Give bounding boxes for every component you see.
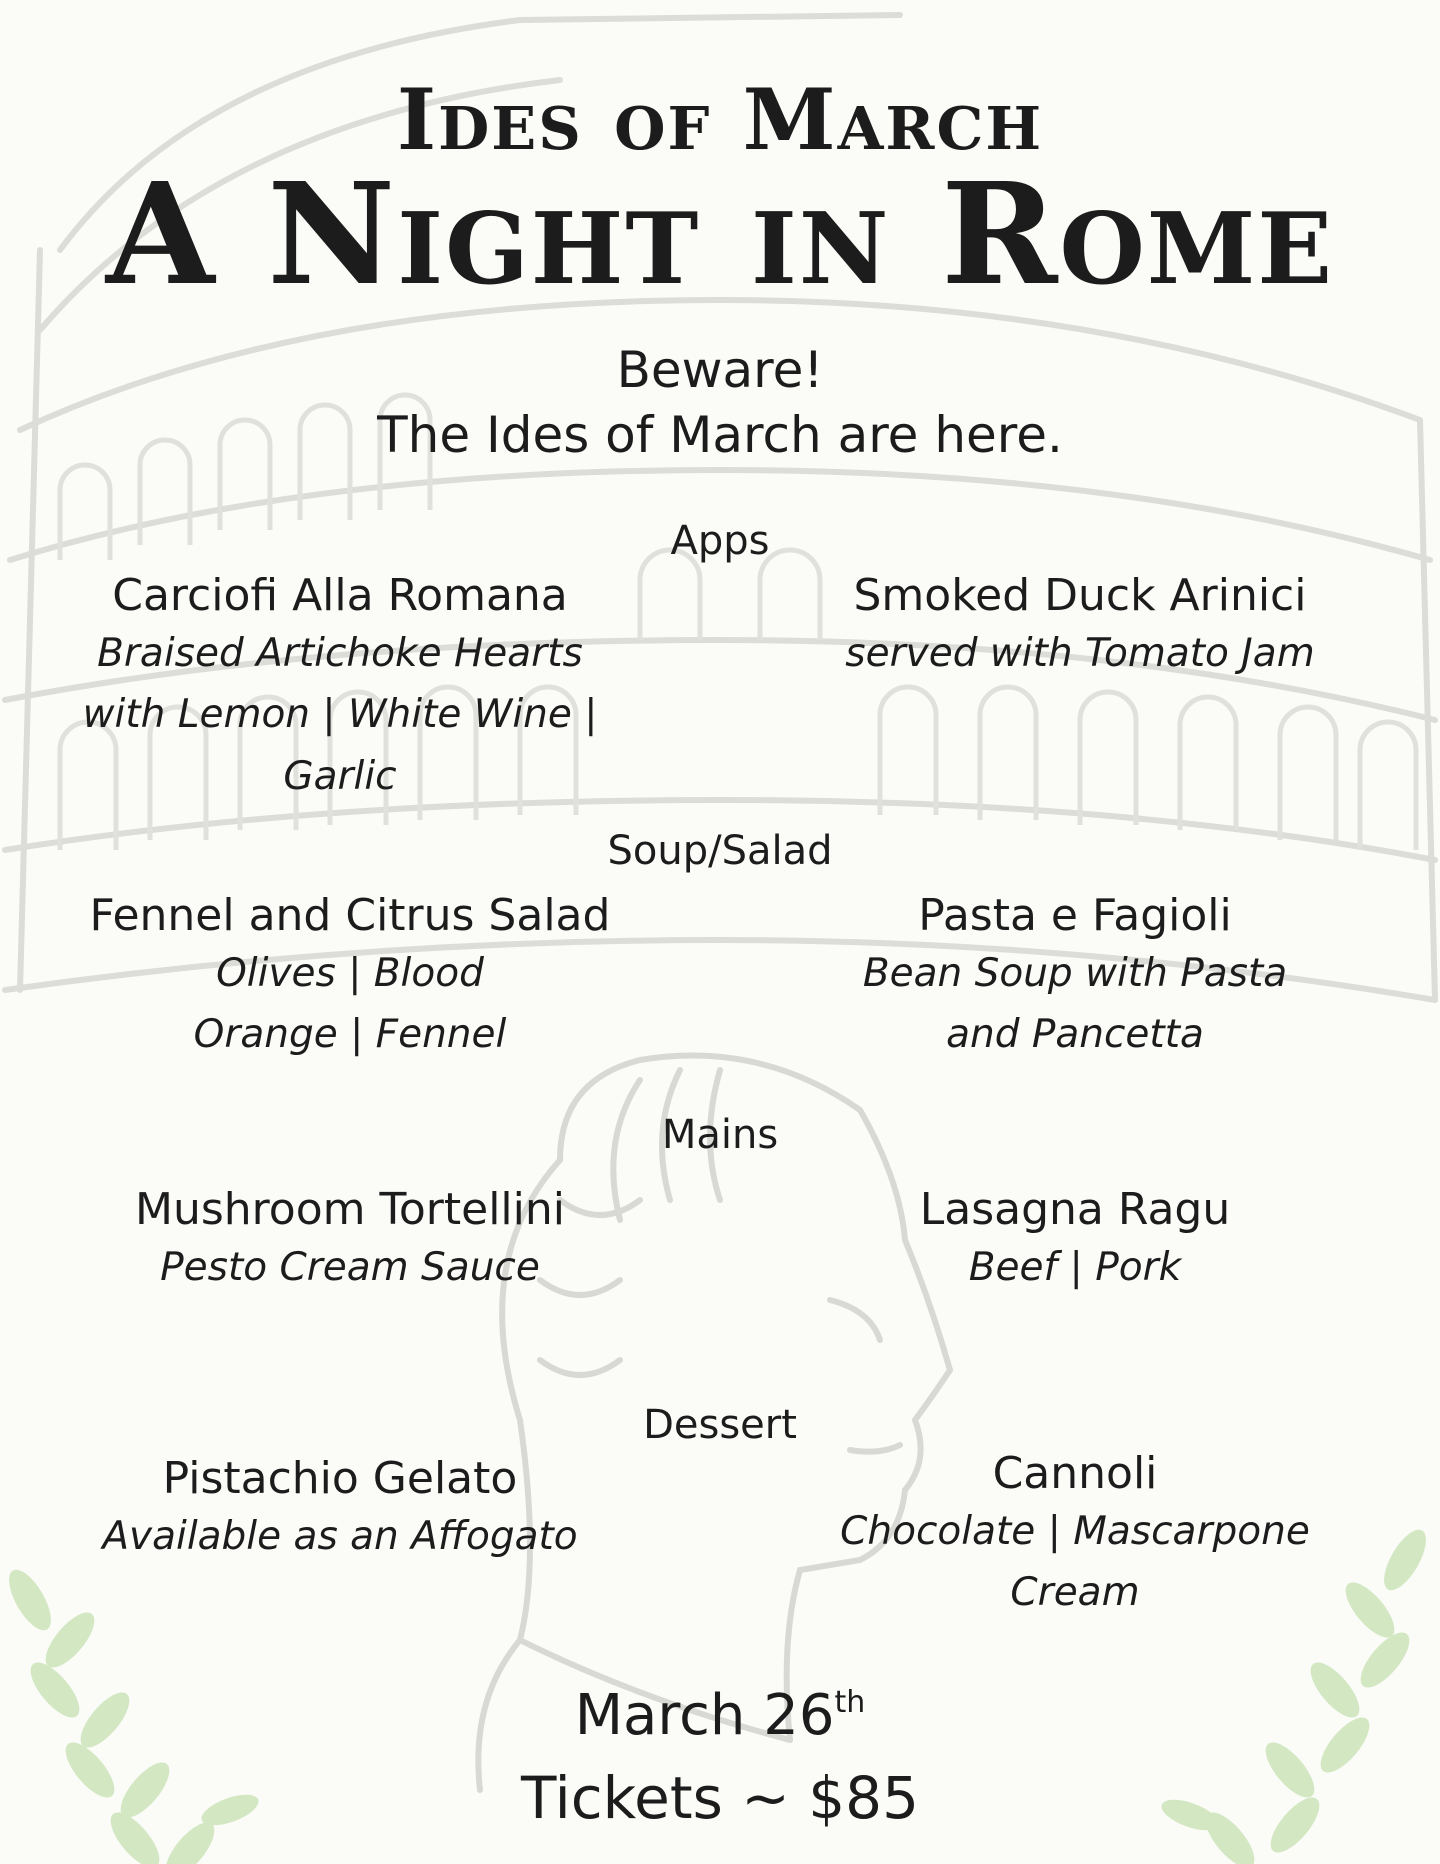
menu-item-dessert-right bbox=[790, 1448, 1360, 1624]
item-description: Pesto Cream Sauce bbox=[160, 1244, 540, 1290]
section-heading-mains: Mains bbox=[661, 1112, 779, 1158]
item-description: Available as an Affogato bbox=[102, 1513, 578, 1559]
menu-item-mains-right bbox=[810, 1184, 1340, 1298]
item-name: Pistachio Gelato bbox=[162, 1453, 518, 1504]
item-description: Chocolate | Mascarpone Cream bbox=[840, 1508, 1310, 1616]
item-name: Lasagna Ragu bbox=[919, 1184, 1231, 1235]
item-name: Carciofi Alla Romana bbox=[112, 570, 568, 621]
menu-item-mains-left bbox=[60, 1184, 640, 1298]
section-heading-apps: Apps bbox=[670, 518, 770, 564]
section-heading-dessert: Dessert bbox=[643, 1402, 797, 1448]
tagline-line1: Beware! bbox=[616, 341, 824, 399]
item-name: Fennel and Citrus Salad bbox=[89, 890, 611, 941]
item-name: Smoked Duck Arinici bbox=[853, 570, 1307, 621]
event-date-text: March 26 bbox=[574, 1683, 835, 1748]
menu-item-soup-salad-right bbox=[810, 890, 1340, 1066]
item-name: Mushroom Tortellini bbox=[135, 1184, 565, 1235]
item-name: Pasta e Fagioli bbox=[918, 890, 1232, 941]
item-description: served with Tomato Jam bbox=[845, 630, 1315, 676]
event-date-suffix: th bbox=[834, 1685, 866, 1720]
menu-item-apps-left bbox=[60, 570, 620, 808]
item-description: Bean Soup with Pasta and Pancetta bbox=[862, 950, 1288, 1058]
tagline-line2: The Ides of March are here. bbox=[377, 406, 1063, 464]
item-name: Cannoli bbox=[992, 1448, 1158, 1499]
section-heading-soup-salad: Soup/Salad bbox=[607, 828, 833, 874]
tagline bbox=[0, 338, 1440, 468]
event-subtitle: Ides of March bbox=[396, 70, 1044, 169]
menu-item-apps-right bbox=[800, 570, 1360, 684]
item-description: Braised Artichoke Hearts with Lemon | White Wine | Garlic bbox=[82, 630, 598, 800]
ticket-price: Tickets ~ $85 bbox=[521, 1764, 919, 1832]
item-description: Olives | Blood Orange | Fennel bbox=[193, 950, 507, 1058]
item-description: Beef | Pork bbox=[968, 1244, 1182, 1290]
menu-item-dessert-left bbox=[40, 1453, 640, 1567]
event-date bbox=[0, 1683, 1440, 1748]
event-title: A Night in Rome bbox=[105, 153, 1335, 317]
menu-item-soup-salad-left bbox=[60, 890, 640, 1066]
